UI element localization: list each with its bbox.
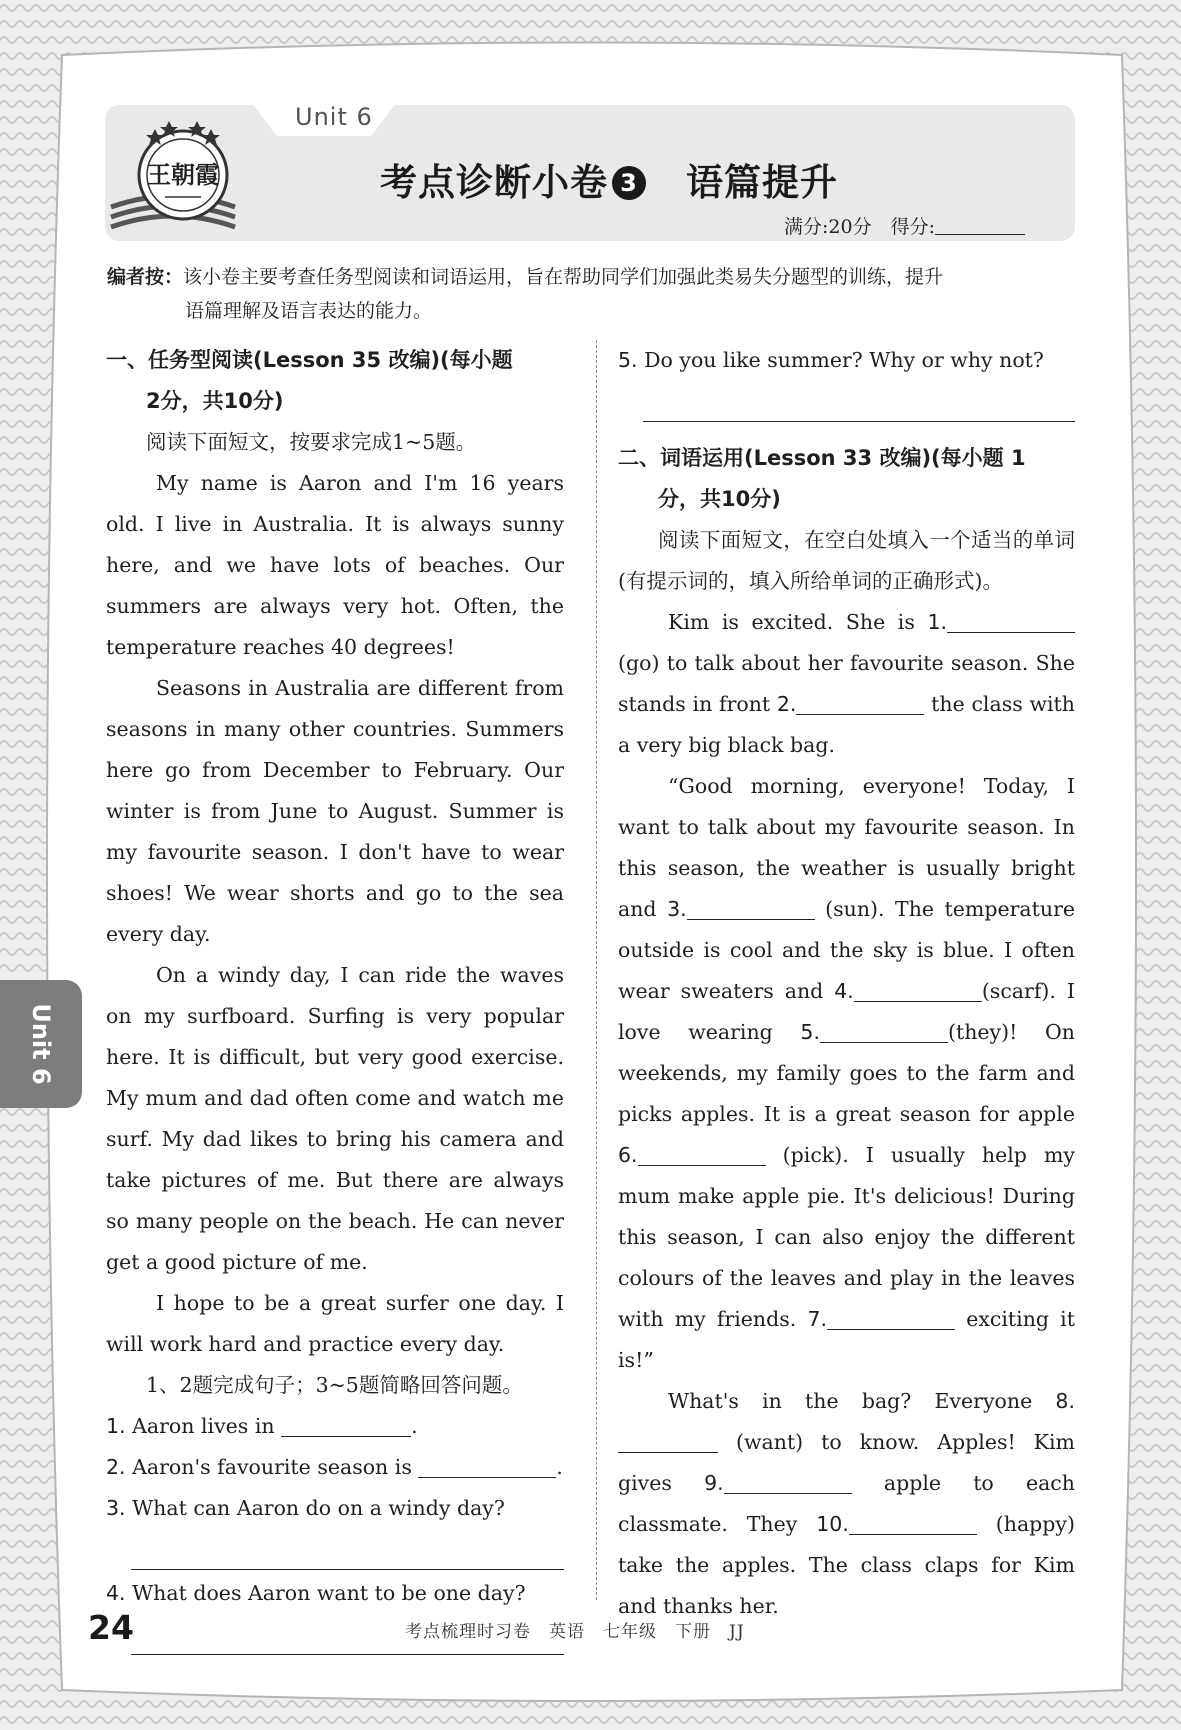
editor-note-label: 编者按： bbox=[107, 266, 184, 288]
q4-text: What does Aaron want to be one day? bbox=[132, 1581, 526, 1605]
blank-3[interactable] bbox=[687, 897, 815, 920]
cloze-text: the class with a very big black bag. bbox=[618, 692, 1075, 757]
right-column bbox=[618, 340, 1075, 1627]
title-sub: 语篇提升 bbox=[686, 161, 838, 204]
section1-title-line1: 一、任务型阅读(Lesson 35 改编)(每小题 bbox=[106, 348, 513, 372]
blank-7[interactable] bbox=[827, 1307, 955, 1330]
cloze-text: (go) to talk about her favourite season. She stands in front bbox=[618, 651, 1075, 716]
cloze-text: Kim is excited. She is bbox=[668, 610, 915, 634]
passage-paragraph: On a windy day, I can ride the waves on my surfboard. Surfing is very popular here. It is difficult, but very good exercise. My mum and dad often come and watch me surf. My dad likes to bring his camera and take pictures of me. But there are always so many people on the beach. He can never get a good picture of me. bbox=[106, 963, 564, 1274]
q5-text: Do you like summer? Why or why not? bbox=[644, 348, 1044, 372]
blank-4[interactable] bbox=[854, 979, 982, 1002]
blank-9[interactable] bbox=[724, 1471, 852, 1494]
cloze-text: exciting it is!” bbox=[618, 1307, 1075, 1372]
passage-paragraph: My name is Aaron and I'm 16 years old. I live in Australia. It is always sunny here, and we have lots of beaches. Our summers are always very hot. Often, the temperature reaches 40 degrees! bbox=[106, 471, 564, 659]
section1-title-line2: 2分，共10分) bbox=[146, 389, 284, 413]
q3-number: 3. bbox=[106, 1496, 126, 1520]
score-line bbox=[784, 212, 1025, 239]
cloze-paragraph-1 bbox=[618, 602, 1075, 766]
q3-answer-line[interactable] bbox=[131, 1529, 564, 1570]
blank-9-number: 9. bbox=[704, 1471, 724, 1495]
footer-text: 考点梳理时习卷 英语 七年级 下册 JJ bbox=[405, 1622, 745, 1642]
question-4 bbox=[106, 1573, 564, 1614]
blank-5[interactable] bbox=[820, 1020, 948, 1043]
section1-instruction: 阅读下面短文，按要求完成1~5题。 bbox=[146, 430, 477, 454]
side-unit-tab bbox=[0, 980, 82, 1108]
blank-1-number: 1. bbox=[927, 610, 947, 634]
cloze-text: (sun). The temperature outside is cool and the sky is blue. I often wear sweaters and bbox=[618, 897, 1075, 1003]
editor-note bbox=[107, 260, 1077, 328]
left-column bbox=[106, 340, 564, 1658]
q2-text: Aaron's favourite season is bbox=[132, 1455, 412, 1479]
q2-answer-blank[interactable] bbox=[418, 1455, 556, 1478]
q2-number: 2. bbox=[106, 1455, 126, 1479]
blank-6[interactable] bbox=[638, 1143, 766, 1166]
svg-text:王朝霞: 王朝霞 bbox=[147, 160, 219, 189]
cloze-text: (scarf). I love wearing bbox=[618, 979, 1075, 1044]
column-divider bbox=[596, 340, 597, 1600]
editor-note-line2: 语篇理解及语言表达的能力。 bbox=[185, 300, 433, 322]
blank-8-number: 8. bbox=[1055, 1389, 1075, 1413]
question-5 bbox=[618, 340, 1075, 381]
q5-answer-line[interactable] bbox=[643, 381, 1075, 422]
question-instruction: 1、2题完成句子；3~5题简略回答问题。 bbox=[146, 1373, 523, 1397]
cloze-text: (happy) take the apples. The class claps for Kim and thanks her. bbox=[618, 1512, 1075, 1618]
blank-2[interactable] bbox=[796, 692, 924, 715]
cloze-text: “Good morning, everyone! Today, I want to talk about my favourite season. In this season, the weather is usually bright and bbox=[618, 774, 1075, 921]
cloze-text: What's in the bag? Everyone bbox=[668, 1389, 1033, 1413]
q1-text: Aaron lives in bbox=[132, 1414, 275, 1438]
title-main: 考点诊断小卷 bbox=[380, 161, 608, 204]
blank-6-number: 6. bbox=[618, 1143, 638, 1167]
cloze-text: (want) to know. Apples! Kim gives bbox=[618, 1430, 1075, 1495]
q1-answer-blank[interactable] bbox=[281, 1414, 411, 1437]
blank-4-number: 4. bbox=[834, 979, 854, 1003]
unit-tag: Unit 6 bbox=[295, 103, 373, 131]
passage-paragraph: Seasons in Australia are different from seasons in many other countries. Summers here go from December to February. Our winter is from June to August. Summer is my favourite season. I don't have to wear shoes! We wear shorts and go to the sea every day. bbox=[106, 676, 564, 946]
section2-title-line1: 二、词语运用(Lesson 33 改编)(每小题 1 bbox=[618, 446, 1026, 470]
section2-title-line2: 分，共10分) bbox=[658, 487, 781, 511]
question-2: 2. Aaron's favourite season is . bbox=[106, 1455, 563, 1479]
cloze-text: (they)! On weekends, my family goes to the farm and picks apples. It is a great season for apple bbox=[618, 1020, 1075, 1126]
title-number-badge: 3 bbox=[612, 166, 646, 200]
score-text: 满分:20分 得分: bbox=[784, 216, 935, 238]
blank-3-number: 3. bbox=[667, 897, 687, 921]
side-unit-label: Unit 6 bbox=[27, 1003, 55, 1085]
blank-10-number: 10. bbox=[816, 1512, 849, 1536]
blank-8[interactable] bbox=[618, 1430, 718, 1453]
blank-5-number: 5. bbox=[800, 1020, 820, 1044]
blank-1[interactable] bbox=[947, 610, 1075, 633]
blank-10[interactable] bbox=[849, 1512, 977, 1535]
page-title bbox=[380, 152, 838, 206]
q1-number: 1. bbox=[106, 1414, 126, 1438]
passage-paragraph: I hope to be a great surfer one day. I will work hard and practice every day. bbox=[106, 1291, 564, 1356]
cloze-paragraph-3 bbox=[618, 1381, 1075, 1627]
score-blank[interactable] bbox=[935, 216, 1025, 235]
section2-instruction: 阅读下面短文，在空白处填入一个适当的单词(有提示词的，填入所给单词的正确形式)。 bbox=[618, 528, 1075, 593]
page-number: 24 bbox=[88, 1608, 134, 1647]
q5-number: 5. bbox=[618, 348, 638, 372]
blank-7-number: 7. bbox=[807, 1307, 828, 1331]
wang-chaoxia-logo bbox=[103, 115, 243, 240]
cloze-paragraph-2 bbox=[618, 766, 1075, 1381]
editor-note-line1: 该小卷主要考查任务型阅读和词语运用，旨在帮助同学们加强此类易失分题型的训练，提升 bbox=[183, 266, 944, 288]
cloze-text: (pick). I usually help my mum make apple pie. It's delicious! During this season, I can also enjoy the different colours of the leaves and play in the leaves with my friends. bbox=[618, 1143, 1075, 1331]
blank-2-number: 2. bbox=[776, 692, 797, 716]
q4-number: 4. bbox=[106, 1581, 126, 1605]
question-3 bbox=[106, 1488, 564, 1529]
q3-text: What can Aaron do on a windy day? bbox=[132, 1496, 505, 1520]
cloze-text: apple to each classmate. They bbox=[618, 1471, 1075, 1536]
question-1: 1. Aaron lives in . bbox=[106, 1414, 418, 1438]
